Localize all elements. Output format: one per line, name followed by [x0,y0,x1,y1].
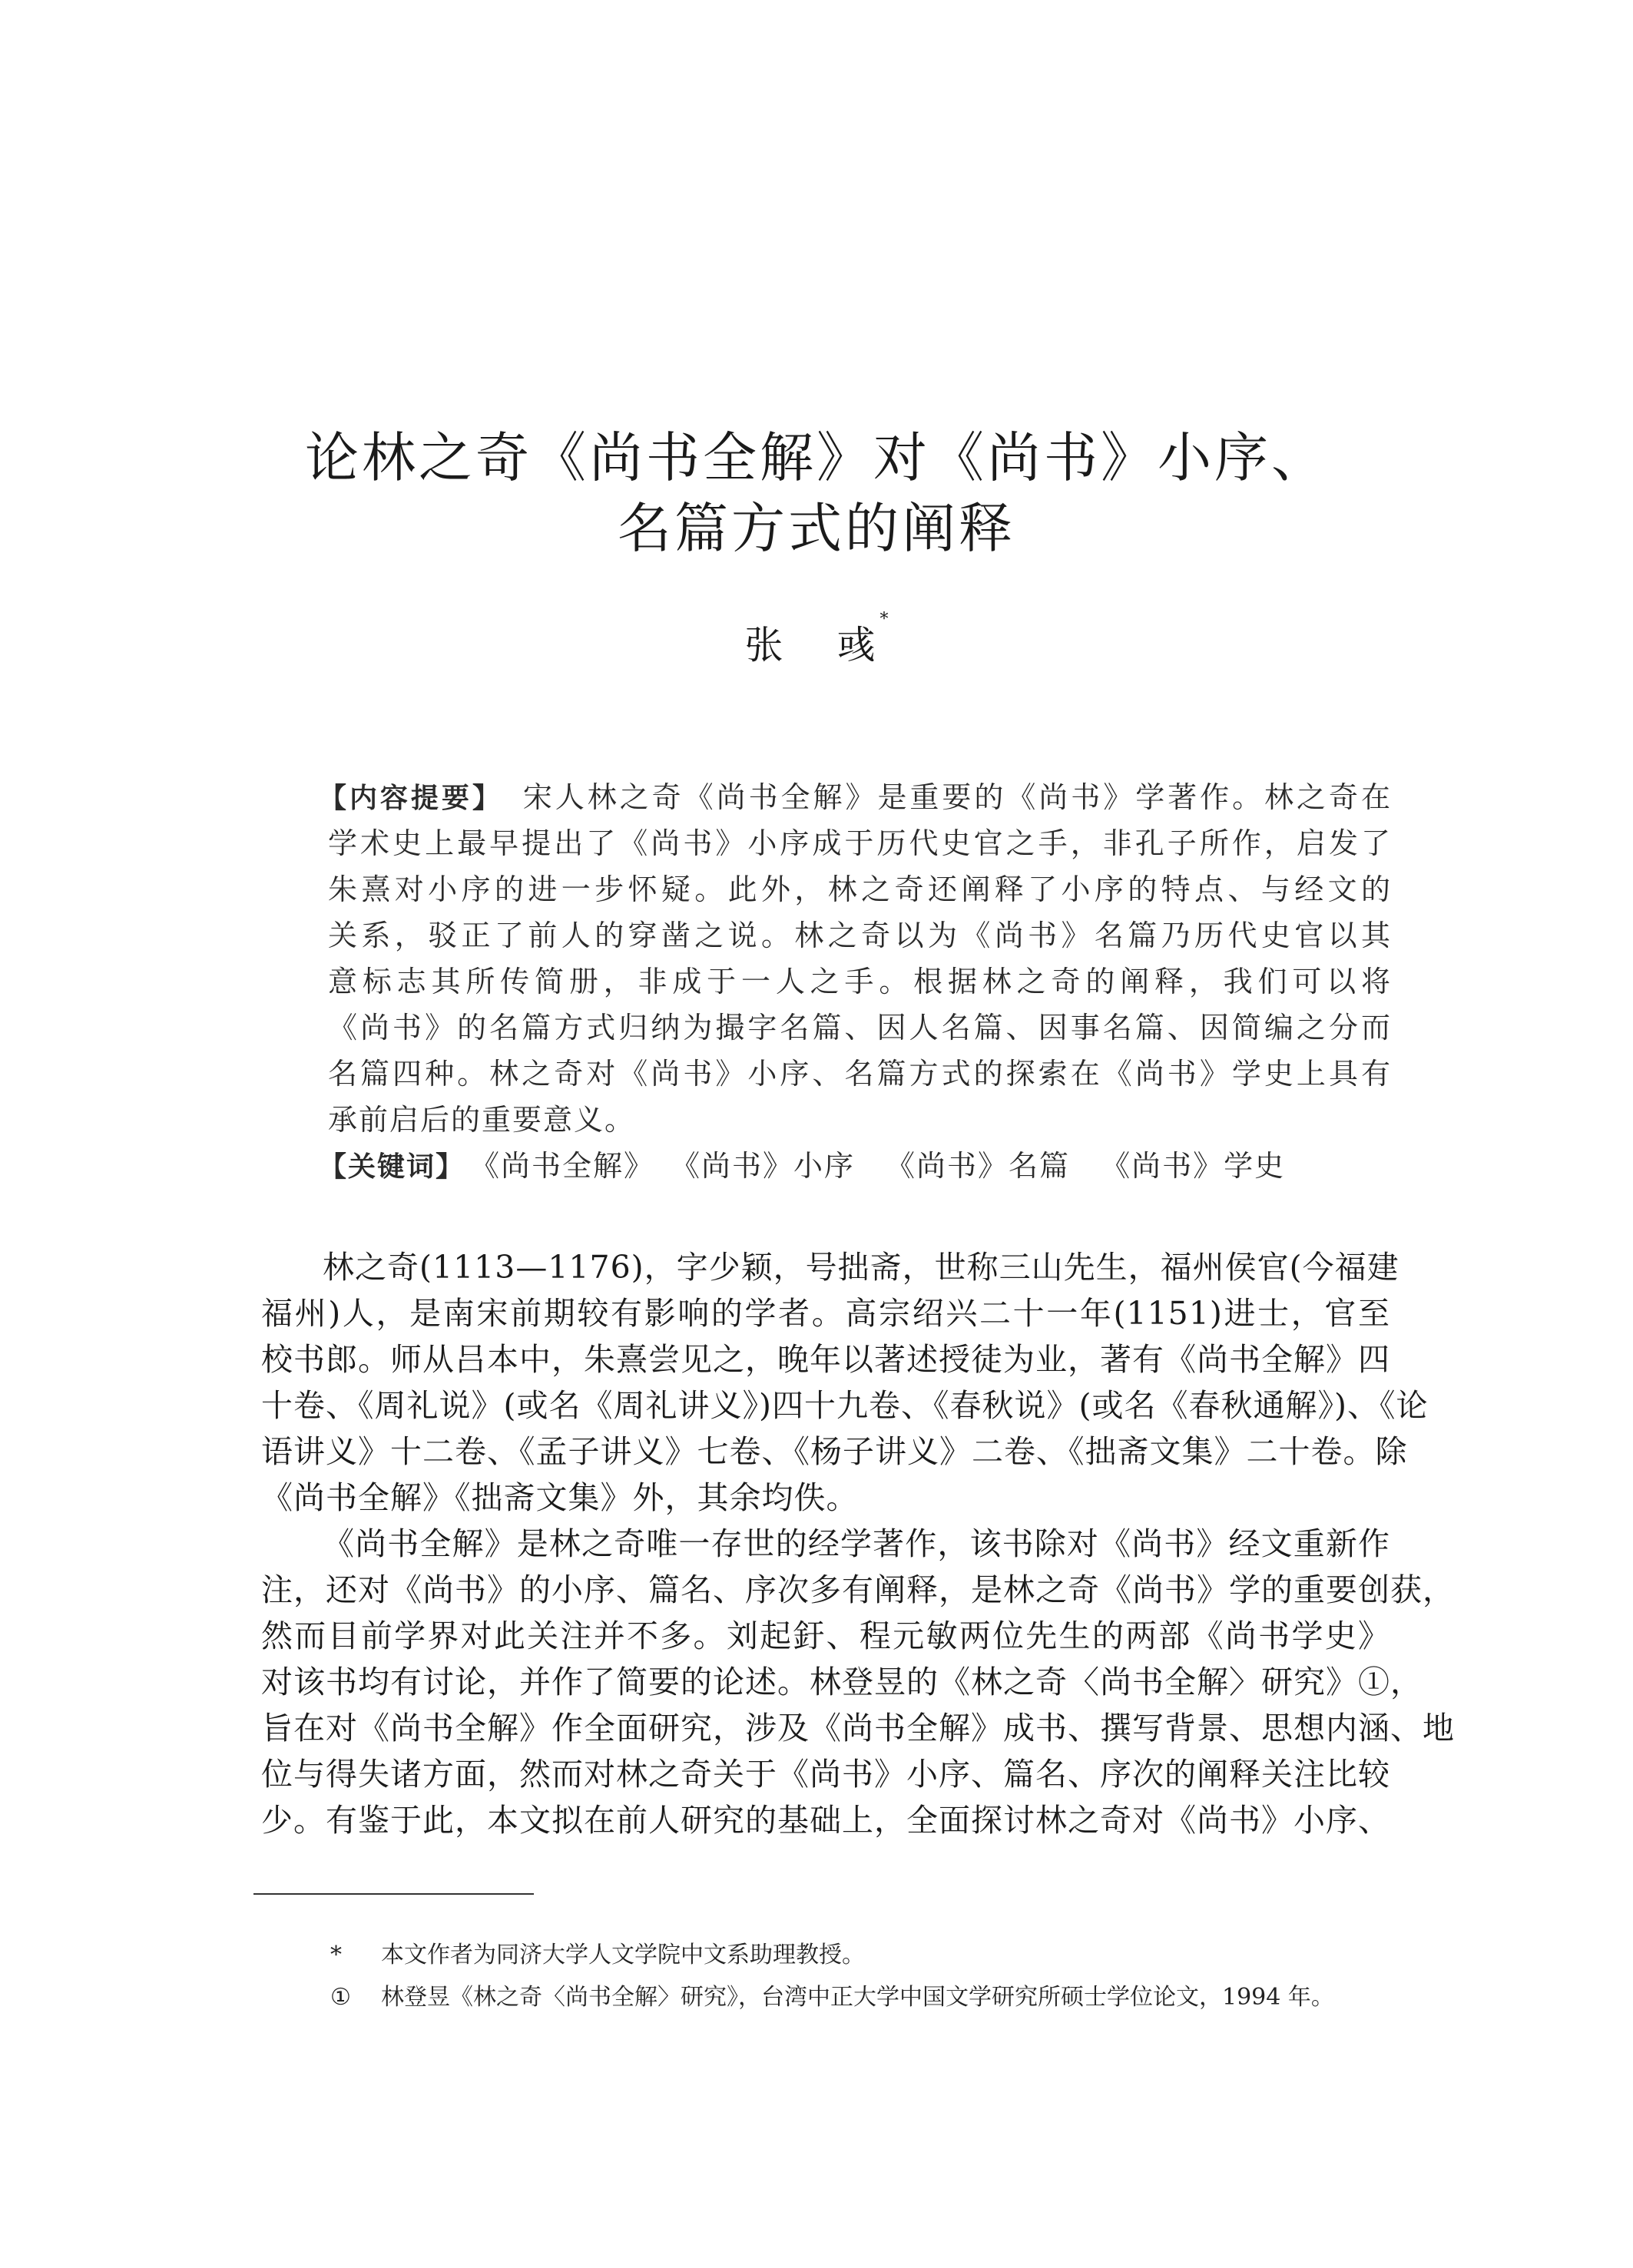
title-line-2: 名篇方式的阐释 [618,497,1015,560]
abstract-line: 关系，驳正了前人的穿凿之说。林之奇以为《尚书》名篇乃历代史官以其 [328,919,1392,952]
abstract-line: 学术史上最早提出了《尚书》小序成于历代史官之手，非孔子所作，启发了 [328,826,1392,860]
keywords-label: 【关键词】 [319,1151,465,1183]
author-footnote-mark: * [879,610,889,629]
footnote-mark: ① [330,1984,351,2011]
author-family: 彧 [836,623,876,667]
abstract-line: 【内容提要】 宋人林之奇《尚书全解》是重要的《尚书》学著作。林之奇在 [319,780,1392,814]
author-given: 张 [744,623,783,667]
footnote-divider [253,1893,534,1895]
body-line: 少。有鉴于此，本文拟在前人研究的基础上，全面探讨林之奇对《尚书》小序、 [261,1802,1390,1839]
footnote-text: 林登昱《林之奇〈尚书全解〉研究》，台湾中正大学中国文学研究所硕士学位论文，1994 年。 [381,1984,1334,2011]
keyword: 《尚书》学史 [1101,1149,1286,1183]
body-line: 十卷、《周礼说》(或名《周礼讲义》)四十九卷、《春秋说》(或名《春秋通解》)、《论 [261,1387,1429,1424]
keywords [319,1143,1316,1190]
body-line: 旨在对《尚书全解》作全面研究，涉及《尚书全解》成书、撰写背景、思想内涵、地 [261,1710,1455,1747]
body-line: 福州)人，是南宋前期较有影响的学者。高宗绍兴二十一年(1151)进士，官至 [261,1295,1390,1332]
abstract-label: 【内容提要】 [319,783,503,814]
abstract-line: 《尚书》的名篇方式归纳为撮字名篇、因人名篇、因事名篇、因简编之分而 [328,1011,1392,1045]
body-line: 《尚书全解》是林之奇唯一存世的经学著作，该书除对《尚书》经文重新作 [323,1525,1390,1562]
abstract-line: 承前启后的重要意义。 [328,1103,636,1137]
body-line: 对该书均有讨论，并作了简要的论述。林登昱的《林之奇〈尚书全解〉研究》①， [261,1664,1423,1700]
keyword: 《尚书》名篇 [886,1149,1071,1183]
title-line-1: 论林之奇《尚书全解》对《尚书》小序、 [305,426,1328,489]
abstract-line: 名篇四种。林之奇对《尚书》小序、名篇方式的探索在《尚书》学史上具有 [328,1057,1392,1091]
body-line: 然而目前学界对此关注并不多。刘起釪、程元敏两位先生的两部《尚书学史》 [261,1617,1390,1654]
body-line: 《尚书全解》《拙斋文集》外，其余均佚。 [261,1479,859,1516]
body-line: 林之奇(1113—1176)，字少颖，号拙斋，世称三山先生，福州侯官(今福建 [323,1249,1399,1286]
body-line: 语讲义》十二卷、《孟子讲义》七卷、《杨子讲义》二卷、《拙斋文集》二十卷。除 [261,1433,1408,1470]
keyword: 《尚书全解》 [485,1149,655,1183]
footnote-text: 本文作者为同济大学人文学院中文系助理教授。 [381,1942,865,1968]
body-line: 校书郎。师从吕本中，朱熹尝见之，晚年以著述授徒为业，著有《尚书全解》四 [261,1341,1390,1378]
body-line: 注，还对《尚书》的小序、篇名、序次多有阐释，是林之奇《尚书》学的重要创获， [261,1571,1455,1608]
footnote-author [330,1935,865,1969]
author-name [0,610,1633,670]
keyword: 《尚书》小序 [685,1149,856,1183]
footnote-mark: * [330,1942,342,1968]
footnote-1 [330,1978,1334,2011]
abstract-line: 朱熹对小序的进一步怀疑。此外，林之奇还阐释了小序的特点、与经文的 [328,872,1392,906]
body-line: 位与得失诸方面，然而对林之奇关于《尚书》小序、篇名、序次的阐释关注比较 [261,1756,1390,1793]
abstract-line: 意标志其所传简册，非成于一人之手。根据林之奇的阐释，我们可以将 [328,965,1392,998]
